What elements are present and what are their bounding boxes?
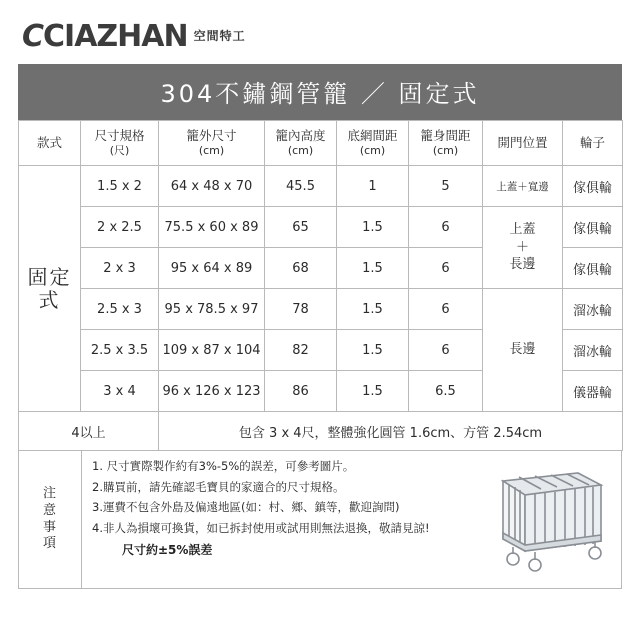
cell-bottom-gap: 1.5 — [337, 207, 409, 248]
cell-body-gap: 6.5 — [409, 371, 483, 412]
cell-bottom-gap: 1.5 — [337, 289, 409, 330]
cell-size: 2.5 x 3 — [81, 289, 159, 330]
header-body-gap — [409, 121, 483, 166]
cell-inner-height: 78 — [265, 289, 337, 330]
cell-body-gap: 6 — [409, 289, 483, 330]
cell-bottom-gap: 1.5 — [337, 371, 409, 412]
notice-item: 2.購買前，請先確認毛寶貝的家適合的尺寸規格。 — [92, 479, 345, 494]
header-bottom-gap — [337, 121, 409, 166]
cell-inner-height: 45.5 — [265, 166, 337, 207]
brand-logo — [18, 14, 622, 60]
header-inner-height-unit: (cm) — [287, 143, 314, 157]
header-size — [81, 121, 159, 166]
cell-size: 2 x 2.5 — [81, 207, 159, 248]
cell-inner-height: 82 — [265, 330, 337, 371]
brand-mark: CCIAZHAN — [22, 19, 188, 54]
cell-size: 2 x 3 — [81, 248, 159, 289]
cell-outer: 109 x 87 x 104 — [159, 330, 265, 371]
door-line-3: 長邊 — [509, 257, 536, 273]
table-header-row — [19, 121, 623, 166]
notice-item: 4.非人為損壞可換貨，如已拆封使用或試用則無法退換，敬請見諒! — [92, 520, 430, 535]
table-footer-row — [19, 412, 623, 451]
cell-outer: 96 x 126 x 123 — [159, 371, 265, 412]
header-inner-height — [265, 121, 337, 166]
table-row — [19, 166, 623, 207]
header-body-gap-label: 籠身間距 — [420, 128, 471, 144]
cell-size: 1.5 x 2 — [81, 166, 159, 207]
header-outer-unit: (cm) — [198, 143, 225, 157]
cell-bottom-gap: 1 — [337, 166, 409, 207]
cell-body-gap: 6 — [409, 248, 483, 289]
cell-body-gap: 6 — [409, 207, 483, 248]
brand-sub — [194, 30, 246, 44]
notice-body — [82, 451, 621, 588]
spec-table — [18, 120, 623, 451]
cell-door-position: 上蓋＋寬邊 — [483, 166, 563, 207]
brand-name-cn: 空間特工 — [193, 29, 246, 44]
header-size-unit: (尺) — [109, 143, 130, 157]
header-door-position-label: 開門位置 — [497, 135, 548, 151]
cell-inner-height: 86 — [265, 371, 337, 412]
header-door-position — [483, 121, 563, 166]
notice-block — [18, 451, 622, 589]
header-model-label: 款式 — [36, 135, 62, 151]
header-bottom-gap-unit: (cm) — [359, 143, 386, 157]
cell-wheel: 傢俱輪 — [563, 207, 623, 248]
cell-inner-height: 65 — [265, 207, 337, 248]
header-outer — [159, 121, 265, 166]
cell-outer: 95 x 78.5 x 97 — [159, 289, 265, 330]
cell-wheel: 溜冰輪 — [563, 289, 623, 330]
cell-footer-label: 4以上 — [19, 412, 159, 451]
cell-wheel: 儀器輪 — [563, 371, 623, 412]
header-model — [19, 121, 81, 166]
cell-bottom-gap: 1.5 — [337, 330, 409, 371]
cell-door-position-group1 — [483, 207, 563, 289]
page-title: 304不鏽鋼管籠 ／ 固定式 — [18, 64, 622, 120]
cell-wheel: 傢俱輪 — [563, 166, 623, 207]
cell-size: 2.5 x 3.5 — [81, 330, 159, 371]
cell-outer: 64 x 48 x 70 — [159, 166, 265, 207]
header-size-label: 尺寸規格 — [94, 128, 145, 144]
header-inner-height-label: 籠內高度 — [275, 128, 326, 144]
header-wheel-label: 輪子 — [579, 135, 605, 151]
cell-wheel: 溜冰輪 — [563, 330, 623, 371]
cell-bottom-gap: 1.5 — [337, 248, 409, 289]
cell-body-gap: 6 — [409, 330, 483, 371]
cell-footer-text: 包含 3 x 4尺，整體強化圓管 1.6cm、方管 2.54cm — [159, 412, 623, 451]
cell-outer: 95 x 64 x 89 — [159, 248, 265, 289]
cell-door-position-group2: 長邊 — [483, 289, 563, 412]
table-row — [19, 289, 623, 330]
header-body-gap-unit: (cm) — [432, 143, 459, 157]
notice-footer: 尺寸約±5%誤差 — [122, 543, 213, 558]
cell-inner-height: 68 — [265, 248, 337, 289]
notice-item: 1. 尺寸實際製作約有3%-5%的誤差，可參考圖片。 — [92, 459, 355, 473]
door-line-1: 上蓋 — [509, 222, 536, 238]
cell-body-gap: 5 — [409, 166, 483, 207]
header-outer-label: 籠外尺寸 — [186, 128, 237, 144]
header-wheel — [563, 121, 623, 166]
cell-size: 3 x 4 — [81, 371, 159, 412]
table-row — [19, 207, 623, 248]
notice-label: 注 意 事 項 — [19, 451, 82, 588]
cell-wheel: 傢俱輪 — [563, 248, 623, 289]
notice-item: 3.運費不包含外島及偏遠地區(如：村、鄉、鎮等，歡迎詢問) — [92, 500, 400, 515]
cell-model: 固定式 — [19, 166, 81, 412]
cell-outer: 75.5 x 60 x 89 — [159, 207, 265, 248]
cage-illustration-icon — [483, 455, 613, 575]
header-bottom-gap-label: 底網間距 — [347, 128, 398, 144]
door-line-2: ＋ — [515, 239, 529, 255]
brand-mark-text: CIAZHAN — [43, 19, 188, 54]
